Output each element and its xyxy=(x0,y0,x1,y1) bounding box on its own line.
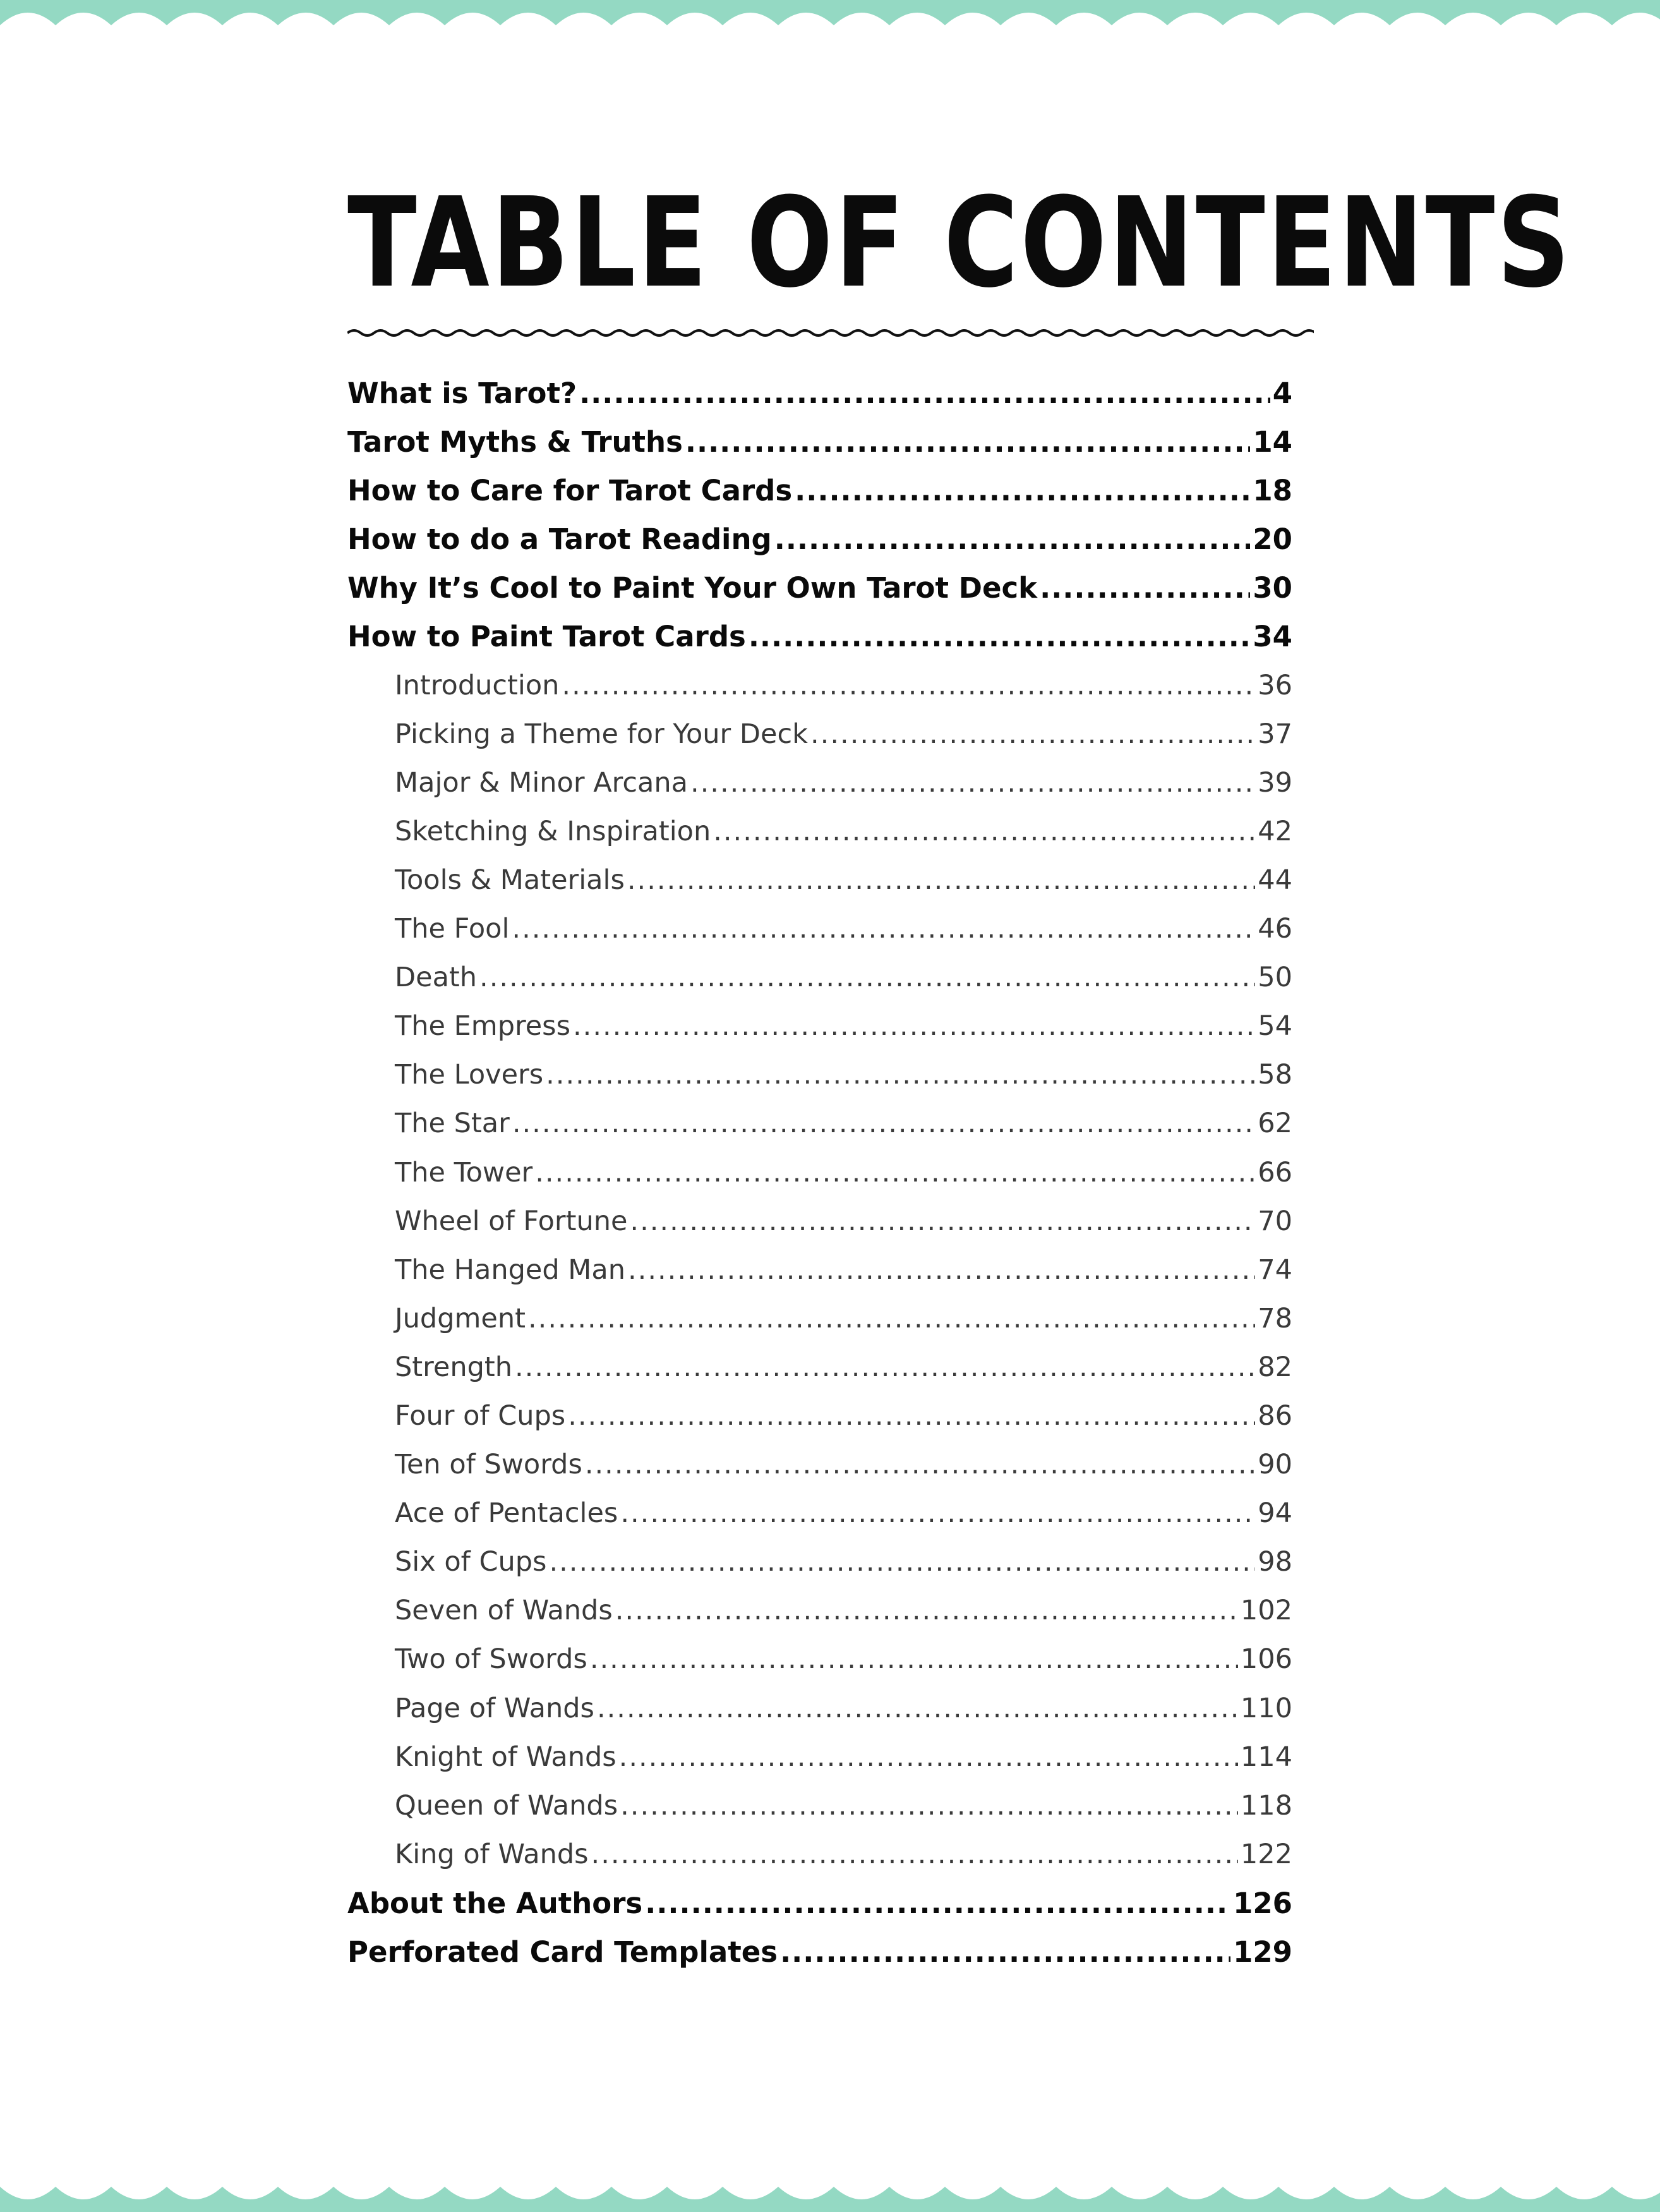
dot-leader xyxy=(579,369,1270,418)
dot-leader xyxy=(713,807,1255,856)
dot-leader xyxy=(515,1343,1255,1392)
toc-entry-page-number: 14 xyxy=(1253,425,1292,459)
toc-subentry[interactable] xyxy=(347,1343,1292,1392)
dot-leader xyxy=(645,1879,1230,1928)
toc-entry-title: The Star xyxy=(395,1108,510,1140)
toc-entry-title: Perforated Card Templates xyxy=(347,1935,778,1969)
dot-leader xyxy=(562,662,1255,710)
dot-leader xyxy=(1040,564,1250,612)
wavy-divider xyxy=(347,323,1314,342)
toc-subentry[interactable] xyxy=(347,807,1292,856)
dot-leader xyxy=(810,710,1255,759)
toc-subentry[interactable] xyxy=(347,1684,1292,1733)
dot-leader xyxy=(749,612,1251,661)
toc-entry-page-number: 44 xyxy=(1258,864,1292,896)
toc-entry-page-number: 4 xyxy=(1272,377,1292,410)
toc-entry-title: Queen of Wands xyxy=(395,1789,618,1822)
toc-subentry[interactable] xyxy=(347,856,1292,905)
toc-entry-title: Sketching & Inspiration xyxy=(395,815,711,847)
dot-leader xyxy=(780,1928,1230,1976)
dot-leader xyxy=(590,1635,1238,1684)
toc-entry-page-number: 90 xyxy=(1258,1449,1292,1481)
toc-subentry[interactable] xyxy=(347,1392,1292,1441)
dot-leader xyxy=(620,1782,1238,1830)
toc-entry-title: The Hanged Man xyxy=(395,1254,625,1286)
toc-entry-title: Introduction xyxy=(395,669,560,701)
toc-entry-page-number: 36 xyxy=(1258,669,1292,701)
toc-entry-page-number: 42 xyxy=(1258,815,1292,847)
toc-entry-page-number: 46 xyxy=(1258,913,1292,945)
toc-entry-title: How to do a Tarot Reading xyxy=(347,523,772,557)
toc-subentry[interactable] xyxy=(347,1830,1292,1879)
toc-entry[interactable] xyxy=(347,418,1292,466)
toc-entry-page-number: 94 xyxy=(1258,1497,1292,1530)
toc-entry[interactable] xyxy=(347,564,1292,612)
toc-entry-title: Tools & Materials xyxy=(395,864,625,896)
toc-entry-title: Seven of Wands xyxy=(395,1595,613,1627)
toc-subentry[interactable] xyxy=(347,905,1292,953)
toc-entry-page-number: 20 xyxy=(1253,523,1292,557)
toc-entry-title: Ace of Pentacles xyxy=(395,1497,618,1530)
toc-entry[interactable] xyxy=(347,1928,1292,1976)
dot-leader xyxy=(774,515,1251,564)
toc-entry-page-number: 86 xyxy=(1258,1399,1292,1432)
toc-entry-title: Why It’s Cool to Paint Your Own Tarot Deck xyxy=(347,571,1038,605)
toc-entry-page-number: 58 xyxy=(1258,1059,1292,1091)
toc-entry-title: Major & Minor Arcana xyxy=(395,766,688,799)
toc-list xyxy=(347,369,1292,1976)
dot-leader xyxy=(528,1295,1255,1343)
toc-entry-title: The Fool xyxy=(395,913,510,945)
toc-entry[interactable] xyxy=(347,515,1292,564)
toc-entry-title: Judgment xyxy=(395,1302,526,1334)
toc-subentry[interactable] xyxy=(347,1441,1292,1489)
table-of-contents-page xyxy=(347,171,1572,1976)
toc-entry[interactable] xyxy=(347,1879,1292,1928)
toc-entry-page-number: 30 xyxy=(1253,571,1292,605)
dot-leader xyxy=(585,1441,1255,1489)
toc-subentry[interactable] xyxy=(347,1295,1292,1343)
toc-entry-page-number: 66 xyxy=(1258,1156,1292,1188)
toc-entry-page-number: 39 xyxy=(1258,766,1292,799)
toc-entry-title: Six of Cups xyxy=(395,1546,547,1578)
toc-entry-title: How to Paint Tarot Cards xyxy=(347,620,746,654)
toc-entry-page-number: 102 xyxy=(1240,1595,1292,1627)
dot-leader xyxy=(628,1246,1255,1295)
toc-entry-title: Page of Wands xyxy=(395,1692,594,1724)
toc-subentry[interactable] xyxy=(347,1149,1292,1197)
toc-entry[interactable] xyxy=(347,466,1292,515)
dot-leader xyxy=(573,1002,1255,1051)
dot-leader xyxy=(627,856,1255,905)
toc-subentry[interactable] xyxy=(347,710,1292,759)
bottom-scallop-border xyxy=(0,2172,1660,2212)
toc-entry-title: What is Tarot? xyxy=(347,377,577,410)
dot-leader xyxy=(549,1538,1255,1586)
toc-entry[interactable] xyxy=(347,612,1292,661)
toc-entry-page-number: 129 xyxy=(1233,1935,1292,1969)
top-scallop-border xyxy=(0,0,1660,40)
page-title: TABLE OF CONTENTS xyxy=(347,171,1572,315)
toc-entry-page-number: 74 xyxy=(1258,1254,1292,1286)
toc-entry-title: The Lovers xyxy=(395,1059,544,1091)
toc-entry-title: Ten of Swords xyxy=(395,1449,582,1481)
toc-subentry[interactable] xyxy=(347,1002,1292,1051)
toc-subentry[interactable] xyxy=(347,1489,1292,1538)
toc-entry-title: Knight of Wands xyxy=(395,1741,616,1773)
dot-leader xyxy=(619,1733,1238,1782)
toc-entry-title: How to Care for Tarot Cards xyxy=(347,474,793,508)
toc-entry-title: Picking a Theme for Your Deck xyxy=(395,718,809,750)
toc-entry-page-number: 34 xyxy=(1253,620,1292,654)
dot-leader xyxy=(795,466,1250,515)
toc-entry-title: Death xyxy=(395,962,478,994)
toc-entry-page-number: 54 xyxy=(1258,1010,1292,1043)
toc-entry-page-number: 98 xyxy=(1258,1546,1292,1578)
toc-entry-page-number: 78 xyxy=(1258,1302,1292,1334)
toc-entry-page-number: 122 xyxy=(1240,1838,1292,1870)
toc-entry-page-number: 82 xyxy=(1258,1351,1292,1383)
dot-leader xyxy=(615,1586,1238,1635)
dot-leader xyxy=(479,953,1255,1002)
dot-leader xyxy=(546,1051,1255,1099)
toc-entry-title: Wheel of Fortune xyxy=(395,1205,628,1237)
dot-leader xyxy=(685,418,1250,466)
dot-leader xyxy=(690,759,1255,807)
toc-entry-page-number: 118 xyxy=(1240,1789,1292,1822)
toc-entry-page-number: 62 xyxy=(1258,1108,1292,1140)
toc-subentry[interactable] xyxy=(347,1733,1292,1782)
dot-leader xyxy=(630,1197,1255,1246)
dot-leader xyxy=(512,905,1255,953)
toc-entry[interactable] xyxy=(347,369,1292,418)
toc-subentry[interactable] xyxy=(347,759,1292,807)
toc-subentry[interactable] xyxy=(347,1197,1292,1246)
dot-leader xyxy=(591,1830,1238,1879)
toc-entry-title: King of Wands xyxy=(395,1838,589,1870)
toc-entry-page-number: 110 xyxy=(1240,1692,1292,1724)
toc-entry-title: The Empress xyxy=(395,1010,570,1043)
dot-leader xyxy=(535,1149,1255,1197)
toc-entry-page-number: 18 xyxy=(1253,474,1292,508)
dot-leader xyxy=(512,1099,1255,1148)
toc-entry-page-number: 126 xyxy=(1233,1886,1292,1920)
toc-subentry[interactable] xyxy=(347,662,1292,710)
toc-subentry[interactable] xyxy=(347,1099,1292,1148)
toc-subentry[interactable] xyxy=(347,1782,1292,1830)
toc-subentry[interactable] xyxy=(347,1635,1292,1684)
toc-entry-page-number: 37 xyxy=(1258,718,1292,750)
dot-leader xyxy=(597,1684,1238,1733)
dot-leader xyxy=(568,1392,1255,1441)
toc-subentry[interactable] xyxy=(347,1586,1292,1635)
toc-entry-title: Tarot Myths & Truths xyxy=(347,425,683,459)
toc-subentry[interactable] xyxy=(347,1246,1292,1295)
toc-entry-title: The Tower xyxy=(395,1156,533,1188)
toc-entry-title: About the Authors xyxy=(347,1886,643,1920)
toc-entry-title: Four of Cups xyxy=(395,1399,566,1432)
toc-entry-page-number: 114 xyxy=(1240,1741,1292,1773)
dot-leader xyxy=(620,1489,1255,1538)
toc-subentry[interactable] xyxy=(347,953,1292,1002)
toc-entry-title: Strength xyxy=(395,1351,513,1383)
toc-entry-title: Two of Swords xyxy=(395,1643,587,1676)
toc-entry-page-number: 50 xyxy=(1258,962,1292,994)
toc-entry-page-number: 70 xyxy=(1258,1205,1292,1237)
toc-subentry[interactable] xyxy=(347,1051,1292,1099)
toc-subentry[interactable] xyxy=(347,1538,1292,1586)
toc-entry-page-number: 106 xyxy=(1240,1643,1292,1676)
